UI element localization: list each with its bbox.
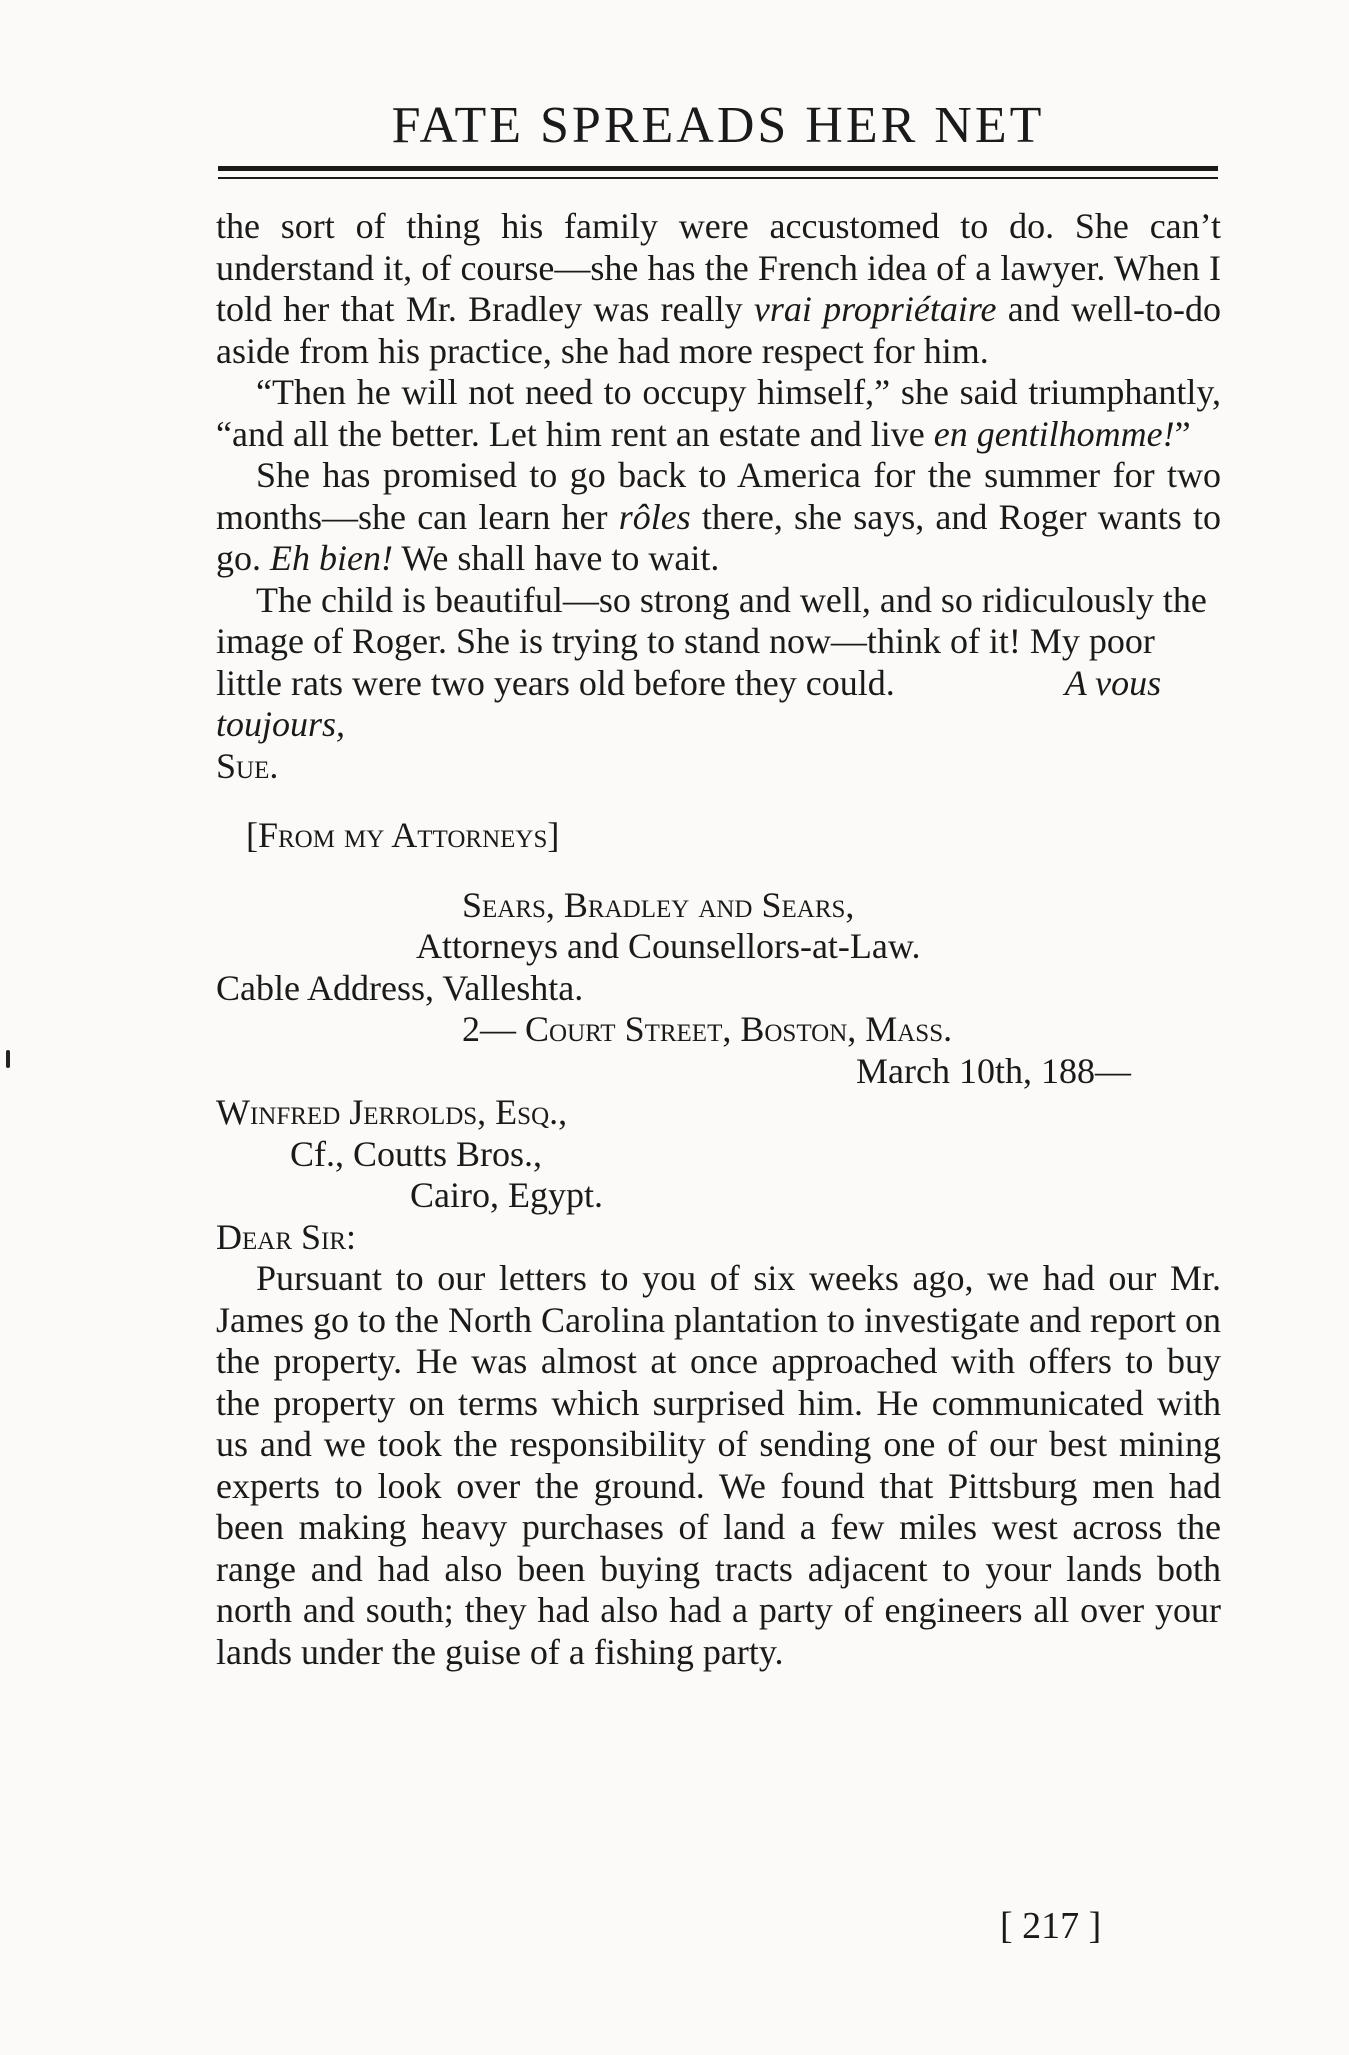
firm-name: Sears, Bradley and Sears, — [462, 884, 855, 925]
page-body — [216, 206, 1221, 1673]
letter1-paragraph: “Then he will not need to occupy himself,” she said triumphantly, “and all the better. Let him rent an estate and live en gentilhomme!” — [216, 372, 1221, 454]
letter2-heading: [From my Attorneys] — [246, 815, 560, 855]
recipient-name: Winfred Jerrolds, Esq., — [216, 1092, 568, 1132]
letter-date: March 10th, 188— — [856, 1050, 1131, 1091]
header-rule-thick — [218, 166, 1218, 171]
letter1-closing: A vous toujours, — [216, 662, 1162, 744]
cable-address: Cable Address, Valleshta. — [216, 967, 584, 1008]
letter1-paragraph: The child is beautiful—so strong and well, and so ridiculously the image of Roger. She is trying to stand now—think of it! My poor little rats were two years old before they could. A vous toujours, — [216, 579, 1207, 744]
firm-subtitle: Attorneys and Counsellors-at-Law. — [416, 926, 921, 966]
margin-mark — [6, 1050, 10, 1068]
recipient-city: Cairo, Egypt. — [410, 1175, 603, 1215]
letter1-signature: Sue. — [216, 745, 279, 786]
street-address: 2— Court Street, Boston, Mass. — [462, 1009, 953, 1049]
letter1-paragraph: the sort of thing his family were accustomed to do. She can’t understand it, of course—she has the French idea of a lawyer. When I told her that Mr. Bradley was really vrai propriétaire and well-to-do aside from his practice, she had more respect for him. — [216, 206, 1222, 371]
recipient-care-of: Cf., Coutts Bros., — [290, 1133, 543, 1174]
salutation: Dear Sir: — [216, 1216, 357, 1257]
header-rule-thin — [218, 177, 1218, 179]
page-number: [ 217 ] — [1000, 1905, 1102, 1947]
letter2-body: Pursuant to our letters to you of six weeks ago, we had our Mr. James go to the North Carolina plantation to investigate and report on the property. He was almost at once approached with offers to buy the property on terms which surprised him. He communicated with us and we took the responsibility of sending one of our best mining experts to look over the ground. We found that Pittsburg men had been making heavy purchases of land a few miles west across the range and had also been buying tracts adjacent to your lands both north and south; they had also had a party of engineers all over your lands under the guise of a fishing party. — [216, 1258, 1221, 1672]
running-header: FATE SPREADS HER NET — [391, 97, 1045, 154]
letter1-paragraph: She has promised to go back to America for the summer for two months—she can learn her rôles there, she says, and Roger wants to go. Eh bien! We shall have to wait. — [216, 455, 1221, 578]
